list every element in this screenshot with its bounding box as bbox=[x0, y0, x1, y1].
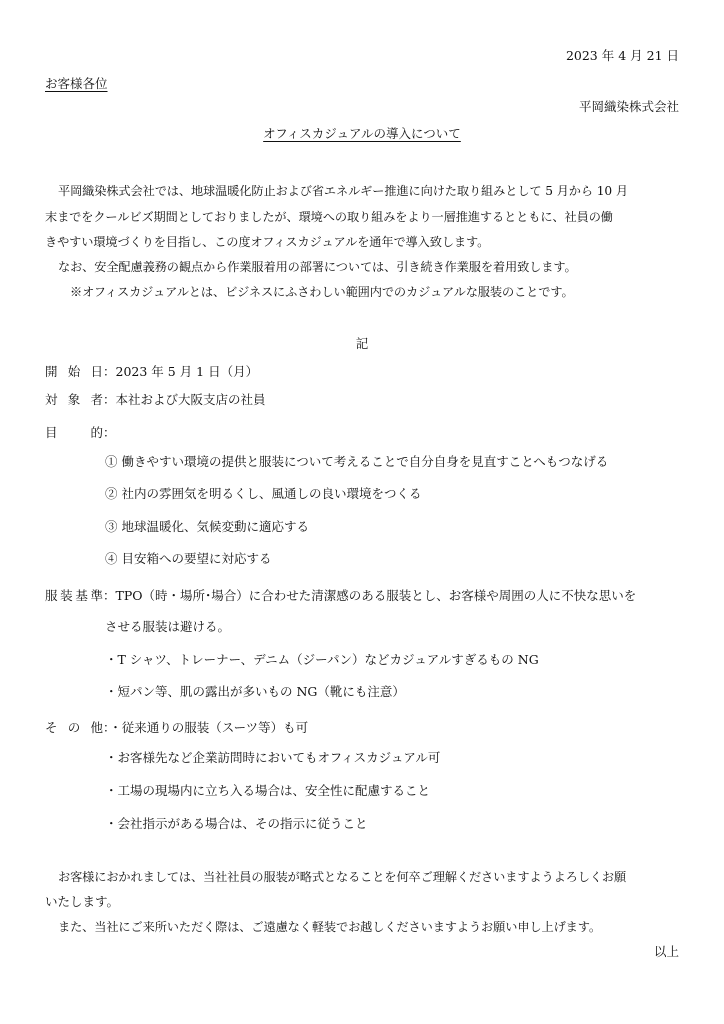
intro-paragraph-1-line-3: きやすい環境づくりを目指し、この度オフィスカジュアルを通年で導入致します。 bbox=[45, 235, 490, 249]
closing-line-2: いたします。 bbox=[45, 894, 120, 909]
closing-line-1: お客様におかれましては、当社社員の服装が略式となることを何卒ご理解くださいますようよろしくお願 bbox=[58, 870, 627, 884]
document-title-text: オフィスカジュアルの導入について bbox=[263, 126, 461, 141]
purpose-item-4: ④ 目安箱への要望に対応する bbox=[105, 551, 272, 566]
purpose-item-1: ① 働きやすい環境の提供と服装について考えることで自分自身を見直すことへもつなげる bbox=[105, 454, 609, 469]
document-title bbox=[0, 128, 724, 141]
dress-code-item-2: ・短パン等、肌の露出が多いもの NG（靴にも注意） bbox=[105, 684, 405, 699]
intro-paragraph-1-line-1: 平岡織染株式会社では、地球温暖化防止および省エネルギー推進に向けた取り組みとして 5 月から 10 月 bbox=[58, 184, 628, 198]
start-date-label: 開始日 bbox=[45, 364, 103, 379]
target-value: 本社および大阪支店の社員 bbox=[115, 392, 266, 407]
other-item-2: ・お客様先など企業訪問時においてもオフィスカジュアル可 bbox=[105, 750, 441, 765]
other-item-3: ・工場の現場内に立ち入る場合は、安全性に配慮すること bbox=[105, 783, 431, 798]
target-row bbox=[45, 390, 266, 408]
document-date: 2023 年 4 月 21 日 bbox=[565, 48, 679, 63]
dress-code-item-1: ・T シャツ、トレーナー、デニム（ジーパン）などカジュアルすぎるもの NG bbox=[105, 652, 539, 667]
other-item-1: ・従来通りの服装（スーツ等）も可 bbox=[109, 720, 309, 735]
target-label: 対象者 bbox=[45, 392, 103, 407]
intro-note: ※オフィスカジュアルとは、ビジネスにふさわしい範囲内でのカジュアルな服装のことです。 bbox=[70, 285, 574, 299]
start-date-value: 2023 年 5 月 1 日（月） bbox=[115, 364, 259, 379]
purpose-label: 目的 bbox=[45, 425, 103, 440]
intro-paragraph-2: なお、安全配慮義務の観点から作業服着用の部署については、引き続き作業服を着用致します。 bbox=[58, 260, 577, 274]
colon: ： bbox=[103, 425, 116, 440]
colon: ： bbox=[103, 364, 116, 379]
other-label: その他 bbox=[45, 720, 103, 735]
other-row bbox=[45, 718, 308, 736]
dress-code-label: 服装基準 bbox=[45, 588, 103, 603]
recipient: お客様各位 bbox=[45, 76, 108, 91]
dress-code-row bbox=[45, 586, 636, 604]
closing-end-mark: 以上 bbox=[653, 944, 679, 959]
purpose-item-2: ② 社内の雰囲気を明るくし、風通しの良い環境をつくる bbox=[105, 486, 422, 501]
dress-code-line-2: させる服装は避ける。 bbox=[105, 619, 231, 634]
intro-paragraph-1-line-2: 末までをクールビズ期間としておりましたが、環境への取り組みをより一層推進するとともに、社員の働 bbox=[45, 210, 613, 224]
ki-heading: 記 bbox=[355, 336, 369, 351]
colon: ： bbox=[103, 392, 116, 407]
closing-line-3: また、当社にご来所いただく際は、ご遠慮なく軽装でお越しくださいますようお願い申し上げます。 bbox=[58, 920, 601, 934]
colon: ： bbox=[103, 720, 110, 735]
purpose-row bbox=[45, 423, 116, 441]
dress-code-line-1: TPO（時・場所･場合）に合わせた清潔感のある服装とし、お客様や周囲の人に不快な思いを bbox=[115, 588, 637, 603]
sender-company: 平岡織染株式会社 bbox=[578, 99, 679, 114]
start-date-row bbox=[45, 362, 258, 380]
other-item-4: ・会社指示がある場合は、その指示に従うこと bbox=[105, 816, 368, 831]
purpose-item-3: ③ 地球温暖化、気候変動に適応する bbox=[105, 519, 309, 534]
colon: ： bbox=[103, 588, 116, 603]
